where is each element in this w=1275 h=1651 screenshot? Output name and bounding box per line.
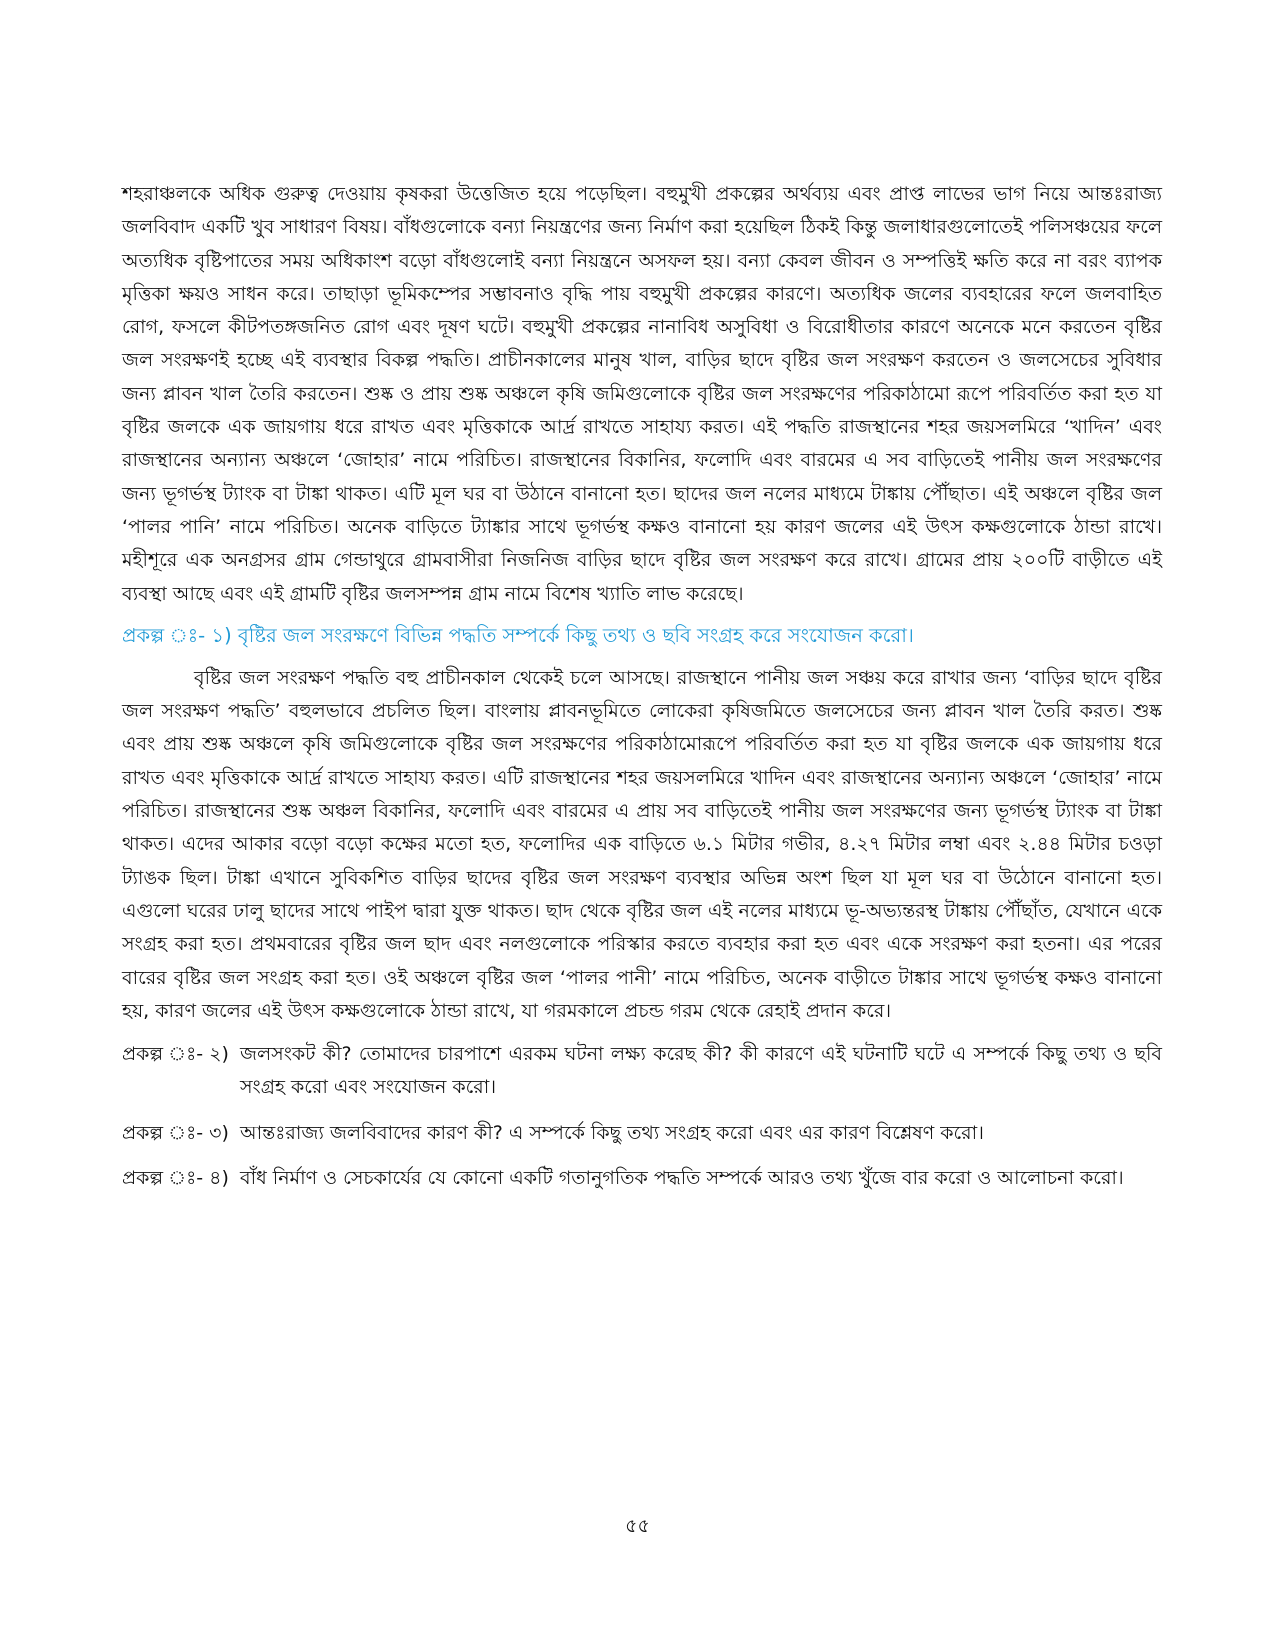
page-number: ৫৫	[625, 1515, 650, 1537]
project-list	[122, 1038, 1162, 1195]
project-item-2	[122, 1038, 1162, 1105]
project-item-label: প্রকল্প ঃ- ৪)	[122, 1167, 229, 1190]
project-item-label: প্রকল্প ঃ- ২)	[122, 1043, 229, 1066]
project-item-label: প্রকল্প ঃ- ৩)	[122, 1121, 229, 1144]
page-content	[122, 178, 1162, 1207]
project-item-text: আন্তঃরাজ্য জলবিবাদের কারণ কী? এ সম্পর্কে কিছু তথ্য সংগ্রহ করো এবং এর কারণ বিশ্লেষণ করো।	[240, 1121, 984, 1144]
project-item-3	[122, 1117, 1162, 1150]
project-item-text: বাঁধ নির্মাণ ও সেচকার্যের যে কোনো একটি গতানুগতিক পদ্ধতি সম্পর্কে আরও তথ্য খুঁজে বার করো ও আলোচনা করো।	[240, 1167, 1124, 1190]
project-1-heading: প্রকল্প ঃ- ১) বৃষ্টির জল সংরক্ষণে বিভিন্ন পদ্ধতি সম্পর্কে কিছু তথ্য ও ছবি সংগ্রহ করে সংযোজন করো।	[122, 623, 914, 647]
body-paragraph-1: শহরাঞ্চলকে অধিক গুরুত্ব দেওয়ায় কৃষকরা উত্তেজিত হয়ে পড়েছিল। বহুমুখী প্রকল্পের অর্থব্যয় এবং প্রাপ্ত লাভের ভাগ নিয়ে আন্তঃরাজ্য জলবিবাদ একটি খুব সাধারণ বিষয়। বাঁধগুলোকে বন্যা নিয়ন্ত্রণের জন্য নির্মাণ করা হয়েছিল ঠিকই কিন্তু জলাধারগুলোতেই পলিসঞ্চয়ের ফলে অত্যধিক বৃষ্টিপাতের সময় অধিকাংশ বড়ো বাঁধগুলোই বন্যা নিয়ন্ত্রনে অসফল হয়। বন্যা কেবল জীবন ও সম্পত্তিই ক্ষতি করে না বরং ব্যাপক মৃত্তিকা ক্ষয়ও সাধন করে। তাছাড়া ভূমিকম্পের সম্ভাবনাও বৃদ্ধি পায় বহুমুখী প্রকল্পের কারণে। অত্যধিক জলের ব্যবহারের ফলে জলবাহিত রোগ, ফসলে কীটপতঙ্গজনিত রোগ এবং দূষণ ঘটে। বহুমুখী প্রকল্পের নানাবিধ অসুবিধা ও বিরোধীতার কারণে অনেকে মনে করতেন বৃষ্টির জল সংরক্ষণই হচ্ছে এই ব্যবস্থার বিকল্প পদ্ধতি। প্রাচীনকালের মানুষ খাল, বাড়ির ছাদে বৃষ্টির জল সংরক্ষণ করতেন ও জলসেচের সুবিধার জন্য প্লাবন খাল তৈরি করতেন। শুষ্ক ও প্রায় শুষ্ক অঞ্চলে কৃষি জমিগুলোকে বৃষ্টির জল সংরক্ষণের পরিকাঠামো রূপে পরিবর্তিত করা হত যা বৃষ্টির জলকে এক জায়গায় ধরে রাখত এবং মৃত্তিকাকে আর্দ্র রাখতে সাহায্য করত। এই পদ্ধতি রাজস্থানের শহর জয়সলমিরে ‘খাদিন’ এবং রাজস্থানের অন্যান্য অঞ্চলে ‘জোহার’ নামে পরিচিত। রাজস্থানের বিকানির, ফলোদি এবং বারমের এ সব বাড়িতেই পানীয় জল সংরক্ষণের জন্য ভূগর্ভস্থ ট্যাংক বা টাঙ্কা থাকত। এটি মূল ঘর বা উঠানে বানানো হত। ছাদের জল নলের মাধ্যমে টাঙ্কায় পৌঁছাত। এই অঞ্চলে বৃষ্টির জল ‘পালর পানি’ নামে পরিচিত। অনেক বাড়িতে ট্যাঙ্কার সাথে ভূগর্ভস্থ কক্ষও বানানো হয় কারণ জলের এই উৎস কক্ষগুলোকে ঠান্ডা রাখে। মহীশূরে এক অনগ্রসর গ্রাম গেন্ডাথুরে গ্রামবাসীরা নিজনিজ বাড়ির ছাদে বৃষ্টির জল সংরক্ষণ করে রাখে। গ্রামের প্রায় ২০০টি বাড়ীতে এই ব্যবস্থা আছে এবং এই গ্রামটি বৃষ্টির জলসম্পন্ন গ্রাম নামে বিশেষ খ্যাতি লাভ করেছে।	[122, 183, 1162, 605]
project-item-text: জলসংকট কী? তোমাদের চারপাশে এরকম ঘটনা লক্ষ্য করেছ কী? কী কারণে এই ঘটনাটি ঘটে এ সম্পর্কে কিছু তথ্য ও ছবি সংগ্রহ করো এবং সংযোজন করো।	[240, 1043, 1162, 1099]
body-paragraph-2: বৃষ্টির জল সংরক্ষণ পদ্ধতি বহু প্রাচীনকাল থেকেই চলে আসছে। রাজস্থানে পানীয় জল সঞ্চয় করে রাখার জন্য ‘বাড়ির ছাদে বৃষ্টির জল সংরক্ষণ পদ্ধতি’ বহুলভাবে প্রচলিত ছিল। বাংলায় প্লাবনভূমিতে লোকেরা কৃষিজমিতে জলসেচের জন্য প্লাবন খাল তৈরি করত। শুষ্ক এবং প্রায় শুষ্ক অঞ্চলে কৃষি জমিগুলোকে বৃষ্টির জল সংরক্ষণের পরিকাঠামোরূপে পরিবর্তিত করা হত যা বৃষ্টির জলকে এক জায়গায় ধরে রাখত এবং মৃত্তিকাকে আর্দ্র রাখতে সাহায্য করত। এটি রাজস্থানের শহর জয়সলমিরে খাদিন এবং রাজস্থানের অন্যান্য অঞ্চলে ‘জোহার’ নামে পরিচিত। রাজস্থানের শুষ্ক অঞ্চল বিকানির, ফলোদি এবং বারমের এ প্রায় সব বাড়িতেই পানীয় জল সংরক্ষণের জন্য ভূগর্ভস্থ ট্যাংক বা টাঙ্কা থাকত। এদের আকার বড়ো বড়ো কক্ষের মতো হত, ফলোদির এক বাড়িতে ৬.১ মিটার গভীর, ৪.২৭ মিটার লম্বা এবং ২.৪৪ মিটার চওড়া ট্যাঙক ছিল। টাঙ্কা এখানে সুবিকশিত বাড়ির ছাদের বৃষ্টির জল সংরক্ষণ ব্যবস্থার অভিন্ন অংশ ছিল যা মূল ঘর বা উঠোনে বানানো হত। এগুলো ঘরের ঢালু ছাদের সাথে পাইপ দ্বারা যুক্ত থাকত। ছাদ থেকে বৃষ্টির জল এই নলের মাধ্যমে ভূ-অভ্যন্তরস্থ টাঙ্কায় পৌঁছাঁত, যেখানে একে সংগ্রহ করা হত। প্রথমবারের বৃষ্টির জল ছাদ এবং নলগুলোকে পরিস্কার করতে ব্যবহার করা হত এবং একে সংরক্ষণ করা হতনা। এর পরের বারের বৃষ্টির জল সংগ্রহ করা হত। ওই অঞ্চলে বৃষ্টির জল ‘পালর পানী’ নামে পরিচিত, অনেক বাড়ীতে টাঙ্কার সাথে ভূগর্ভস্থ কক্ষও বানানো হয়, কারণ জলের এই উৎস কক্ষগুলোকে ঠান্ডা রাখে, যা গরমকালে প্রচন্ড গরম থেকে রেহাই প্রদান করে।	[122, 666, 1162, 1022]
project-item-4	[122, 1162, 1162, 1195]
